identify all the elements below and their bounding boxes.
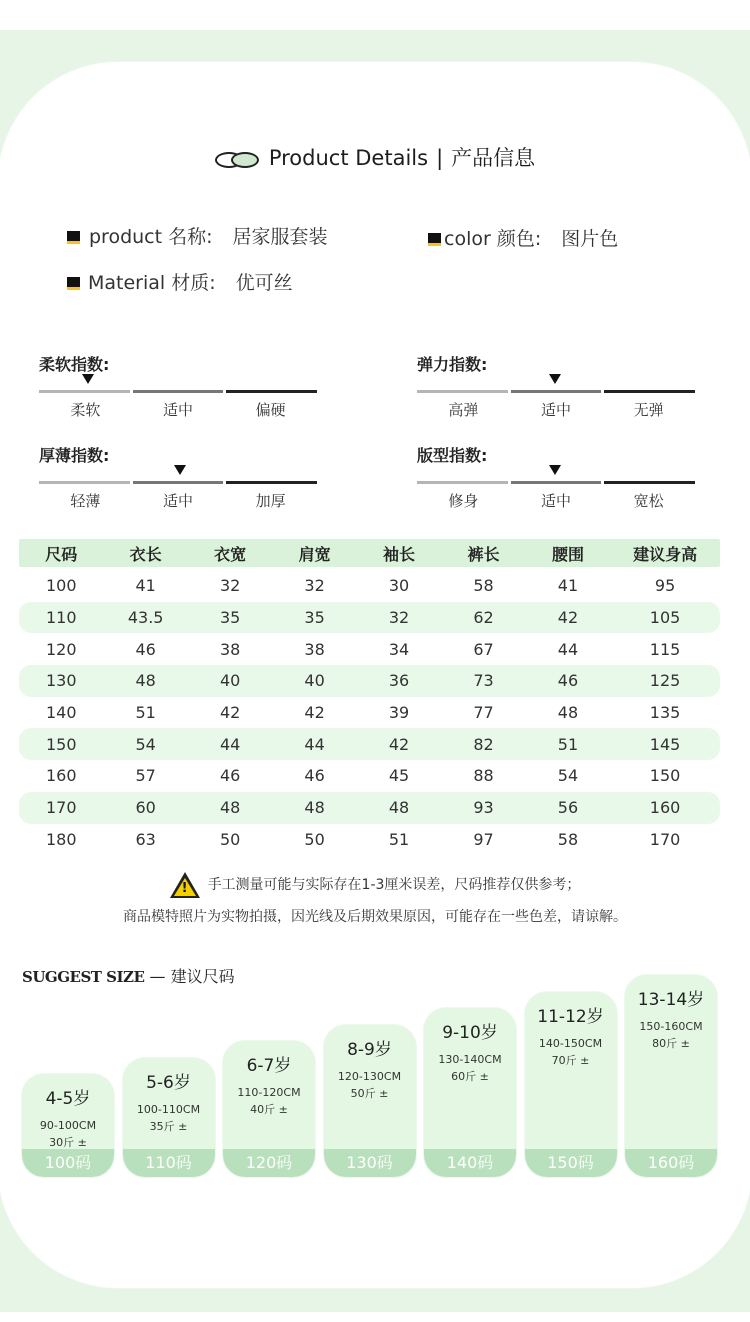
- table-cell: 42: [388, 734, 410, 754]
- scale-option: 适中: [163, 492, 194, 510]
- title-zh: 产品信息: [451, 146, 536, 170]
- fit-index-label: 版型指数:: [417, 446, 488, 465]
- size-column-age: 9-10岁: [442, 1023, 498, 1043]
- table-cell: 100: [45, 576, 77, 596]
- table-cell: 40: [219, 671, 241, 691]
- scale-option: 修身: [448, 492, 479, 510]
- measurement-note: [0, 872, 750, 898]
- size-column-size: 100码: [22, 1149, 114, 1177]
- table-cell: 34: [388, 639, 410, 659]
- table-cell: 120: [45, 639, 77, 659]
- column-header: 袖长: [383, 544, 416, 564]
- suggest-heading-en: SUGGEST SIZE: [22, 968, 145, 986]
- note-line-1: 手工测量可能与实际存在1-3厘米误差，尺码推荐仅供参考；: [207, 877, 581, 893]
- size-column-weight: 50斤 ±: [350, 1086, 389, 1100]
- table-cell: 46: [304, 766, 325, 786]
- size-table: [19, 539, 720, 855]
- info-color: [428, 224, 618, 251]
- table-cell: 58: [557, 829, 579, 849]
- scale-bars: [417, 481, 695, 484]
- size-column-age: 11-12岁: [537, 1006, 604, 1027]
- table-cell: 56: [557, 798, 579, 818]
- elasticity-index-label: 弹力指数:: [417, 355, 488, 374]
- table-cell: 180: [45, 829, 77, 849]
- selected-arrow-icon: [549, 374, 561, 384]
- info-name-key: product 名称:: [89, 226, 213, 248]
- warning-icon: !: [170, 872, 200, 898]
- rings-icon: [215, 150, 259, 168]
- table-cell: 57: [135, 766, 156, 786]
- bullet-square-icon: [67, 277, 80, 290]
- info-color-key: color 颜色:: [444, 228, 542, 250]
- thickness-index: [39, 443, 317, 511]
- scale-bars: [39, 481, 317, 484]
- size-column-age: 13-14岁: [637, 990, 705, 1010]
- table-cell: 42: [219, 703, 241, 723]
- size-column-height: 130-140CM: [438, 1053, 502, 1066]
- size-column-age: 6-7岁: [246, 1056, 292, 1076]
- table-cell: 35: [219, 608, 241, 628]
- table-cell: 93: [473, 798, 494, 818]
- table-row: [19, 570, 720, 602]
- table-cell: 48: [304, 798, 325, 818]
- info-color-value: 图片色: [561, 228, 619, 250]
- column-header: 衣长: [129, 544, 162, 564]
- table-cell: 51: [388, 829, 410, 849]
- column-header: 肩宽: [298, 544, 331, 564]
- table-cell: 38: [219, 639, 241, 659]
- size-column: [223, 1041, 315, 1177]
- bullet-square-icon: [67, 231, 80, 244]
- size-column-height: 140-150CM: [538, 1036, 603, 1050]
- table-cell: 135: [649, 703, 681, 723]
- table-cell: 110: [45, 608, 77, 628]
- table-cell: 32: [219, 576, 241, 596]
- fit-index: [417, 443, 695, 511]
- table-cell: 35: [304, 608, 325, 628]
- info-material: [67, 268, 293, 295]
- table-cell: 46: [219, 766, 241, 786]
- selected-arrow-icon: [549, 465, 561, 475]
- table-cell: 51: [135, 703, 156, 723]
- table-cell: 51: [557, 734, 579, 754]
- size-column-height: 150-160CM: [639, 1020, 703, 1033]
- size-column-size: 160码: [625, 1149, 717, 1177]
- size-column-height: 90-100CM: [39, 1119, 97, 1132]
- table-cell: 170: [649, 829, 681, 849]
- scale-option: 轻薄: [70, 492, 101, 510]
- size-column: [22, 1074, 114, 1177]
- size-column-size: 150码: [525, 1149, 617, 1177]
- softness-index: [39, 352, 317, 420]
- table-cell: 48: [557, 703, 579, 723]
- size-column-height: 120-130CM: [337, 1069, 402, 1083]
- info-name-value: 居家服套装: [232, 226, 328, 248]
- size-column-size: 130码: [324, 1149, 416, 1177]
- thickness-index-label: 厚薄指数:: [39, 446, 110, 465]
- table-row: [19, 760, 720, 792]
- note-line-2: 商品模特照片为实物拍摄，因光线及后期效果原因，可能存在一些色差，请谅解。: [123, 909, 627, 925]
- table-cell: 125: [649, 671, 681, 691]
- table-row: [19, 824, 720, 856]
- softness-index-label: 柔软指数:: [39, 355, 110, 374]
- table-cell: 105: [649, 608, 681, 628]
- table-cell: 45: [388, 766, 410, 786]
- table-cell: 41: [557, 576, 579, 596]
- table-cell: 62: [473, 608, 494, 628]
- scale-option: 高弹: [448, 401, 479, 419]
- column-header: 建议身高: [633, 544, 698, 564]
- scale-option: 宽松: [633, 492, 664, 510]
- size-column-weight: 40斤 ±: [250, 1103, 288, 1116]
- column-header: 腰围: [551, 544, 584, 564]
- table-cell: 140: [45, 703, 77, 723]
- table-cell: 46: [135, 639, 156, 659]
- size-column: [525, 992, 617, 1178]
- table-cell: 145: [649, 734, 681, 754]
- scale-bars: [417, 390, 695, 393]
- table-cell: 170: [45, 798, 77, 818]
- bullet-square-icon: [428, 233, 441, 246]
- table-cell: 48: [388, 798, 410, 818]
- scale-option: 适中: [541, 401, 572, 419]
- size-column-size: 140码: [424, 1149, 516, 1177]
- table-cell: 50: [219, 829, 241, 849]
- table-cell: 38: [304, 639, 325, 659]
- size-column-size: 110码: [123, 1149, 215, 1177]
- table-cell: 39: [388, 703, 410, 723]
- table-cell: 150: [649, 766, 681, 786]
- scale-option: 适中: [163, 401, 194, 419]
- size-column-weight: 30斤 ±: [49, 1136, 87, 1149]
- table-cell: 42: [557, 608, 579, 628]
- column-header: 衣宽: [214, 544, 247, 564]
- info-name: [67, 222, 328, 249]
- table-cell: 130: [45, 671, 77, 691]
- table-row: [19, 697, 720, 729]
- table-cell: 42: [304, 703, 325, 723]
- table-cell: 60: [135, 798, 156, 818]
- table-row: [19, 728, 720, 760]
- size-column-height: 100-110CM: [136, 1102, 201, 1116]
- table-cell: 63: [135, 829, 156, 849]
- size-column: [424, 1008, 516, 1177]
- table-cell: 30: [388, 576, 410, 596]
- table-cell: 73: [473, 671, 494, 691]
- table-cell: 44: [304, 734, 325, 754]
- table-cell: 67: [473, 639, 494, 659]
- scale-bars: [39, 390, 317, 393]
- selected-arrow-icon: [82, 374, 94, 384]
- table-row: [19, 665, 720, 697]
- table-cell: 97: [473, 829, 494, 849]
- table-cell: 32: [388, 608, 410, 628]
- table-row: [19, 602, 720, 634]
- table-cell: 82: [473, 734, 494, 754]
- table-cell: 88: [473, 766, 494, 786]
- table-cell: 160: [649, 798, 681, 818]
- table-header: [19, 539, 720, 567]
- info-material-value: 优可丝: [235, 272, 293, 294]
- table-cell: 40: [304, 671, 325, 691]
- table-cell: 58: [473, 576, 494, 596]
- column-header: 尺码: [45, 544, 78, 564]
- table-cell: 36: [388, 671, 410, 691]
- table-cell: 44: [557, 639, 579, 659]
- size-column-age: 8-9岁: [347, 1039, 392, 1060]
- size-column-age: 5-6岁: [146, 1072, 191, 1093]
- info-material-key: Material 材质:: [88, 272, 216, 294]
- size-column: [123, 1058, 215, 1178]
- table-cell: 150: [45, 734, 77, 754]
- table-cell: 115: [649, 639, 681, 659]
- title-separator: |: [436, 146, 444, 170]
- size-column-weight: 80斤 ±: [652, 1037, 690, 1050]
- scale-option: 偏硬: [255, 401, 286, 419]
- size-column-age: 4-5岁: [45, 1089, 91, 1109]
- table-cell: 41: [135, 576, 156, 596]
- table-cell: 54: [135, 734, 156, 754]
- table-cell: 48: [219, 798, 241, 818]
- selected-arrow-icon: [174, 465, 186, 475]
- suggest-heading-zh: — 建议尺码: [144, 967, 235, 986]
- size-column-weight: 60斤 ±: [451, 1070, 489, 1083]
- table-row: [19, 792, 720, 824]
- table-cell: 46: [557, 671, 579, 691]
- table-cell: 50: [304, 829, 325, 849]
- table-cell: 54: [557, 766, 579, 786]
- table-cell: 48: [135, 671, 156, 691]
- scale-option: 柔软: [70, 401, 101, 419]
- size-column-height: 110-120CM: [237, 1086, 301, 1099]
- size-column-weight: 70斤 ±: [551, 1053, 590, 1067]
- elasticity-index: [417, 352, 695, 420]
- suggest-heading: [22, 964, 235, 987]
- scale-option: 适中: [541, 492, 572, 510]
- size-column: [625, 975, 717, 1177]
- scale-option: 加厚: [255, 492, 286, 510]
- size-column: [324, 1025, 416, 1178]
- title-en: Product Details: [268, 146, 429, 170]
- table-cell: 44: [219, 734, 241, 754]
- table-cell: 43.5: [127, 608, 164, 628]
- table-row: [19, 633, 720, 665]
- table-cell: 77: [473, 703, 494, 723]
- column-header: 裤长: [467, 544, 500, 564]
- scale-option: 无弹: [633, 401, 664, 419]
- size-column-size: 120码: [223, 1149, 315, 1177]
- table-cell: 32: [304, 576, 325, 596]
- table-cell: 95: [654, 576, 676, 596]
- page-title: [0, 142, 750, 172]
- table-cell: 160: [45, 766, 77, 786]
- size-column-weight: 35斤 ±: [149, 1119, 188, 1133]
